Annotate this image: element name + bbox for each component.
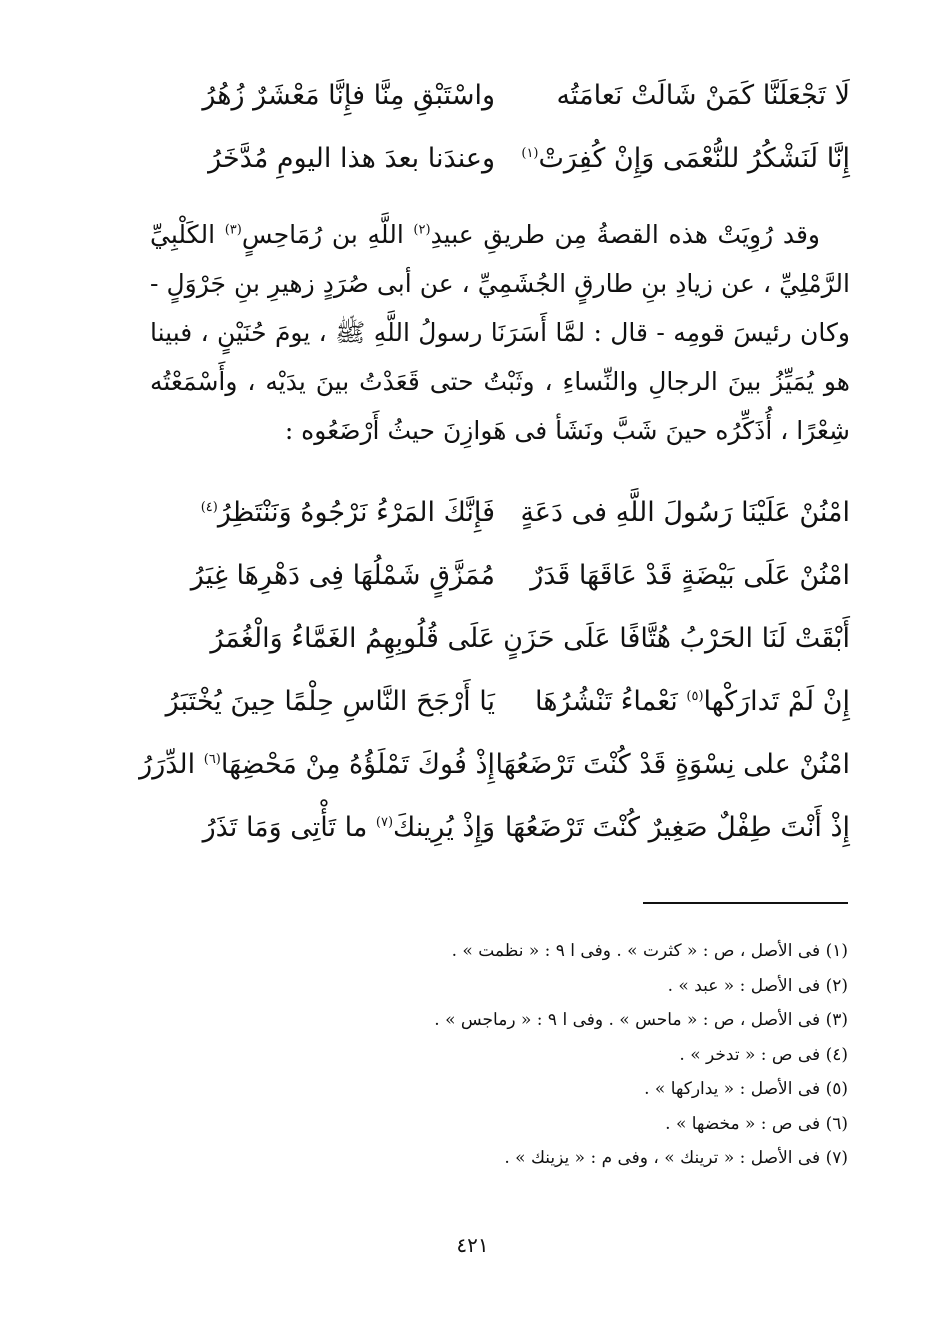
verse-first-hemistich: امْنُنْ على نِسْوَةٍ قَدْ كُنْتَ تَرْضَعُهَا: [495, 749, 850, 780]
verse-line: [150, 802, 850, 854]
page-number: ٤٢١: [456, 1233, 489, 1257]
verse-first-hemistich: لَا تَجْعَلَنَّا كَمَنْ شَالَتْ نَعامَتُه: [556, 80, 850, 111]
verse-first-hemistich: إِنَّا لَنَشْكُرُ للنُّعْمَى وَإِنْ كُفِرَتْ$^{(١)}$: [521, 143, 850, 174]
verse-line: [150, 70, 850, 122]
verse-second-hemistich: عَلَى قُلُوبِهِمُ الغَمَّاءُ وَالْغُمَرُ: [210, 623, 495, 654]
verse-line: [139, 739, 850, 791]
footnote: (٧) فى الأصل : « ترينك » ، وفى م : « يزينك » .: [504, 1148, 848, 1168]
footnote: (٦) فى ص : « مخضها » .: [665, 1113, 848, 1134]
footnote: (٢) فى الأصل : « عبد » .: [667, 975, 848, 996]
verse-line: [150, 133, 850, 185]
footnotes: [300, 934, 848, 1176]
verse-first-hemistich: امْنُنْ عَلَى بَيْضَةٍ قَدْ عَاقَهَا قَدَرٌ: [530, 560, 850, 591]
verse-line: [150, 487, 850, 539]
footnote: (٣) فى الأصل ، ص : « ماحس » . وفى ا ٩ : « رماجس » .: [434, 1010, 848, 1030]
verse-second-hemistich: واسْتَبْقِ مِنَّا فإِنَّا مَعْشَرٌ زُهُرُ: [202, 80, 495, 111]
footnote-marker: (٧): [375, 815, 394, 830]
footnote-marker: (٤): [200, 500, 218, 515]
footnote: (٤) فى ص : « تدخر » .: [679, 1044, 848, 1065]
footnote: (٥) فى الأصل : « يداركها » .: [644, 1079, 848, 1099]
verse-second-hemistich: يَا أَرْجَحَ النَّاسِ حِلْمًا حِينَ يُخْتَبَرُ: [165, 686, 495, 717]
verse-second-hemistich: إِذْ فُوكَ تَمْلَؤُهُ مِنْ مَحْضِهَا$^{(٦)}$ الدِّرَرُ: [139, 749, 495, 780]
footnote-marker: (٢): [413, 222, 431, 238]
footnote-marker: (٥): [686, 689, 704, 704]
verse-second-hemistich: فَإِنَّكَ المَرْءُ نَرْجُوهُ وَنَنْتَظِرُ$^{(٤)}$: [200, 497, 495, 528]
footnote-separator: [643, 902, 848, 904]
verse-first-hemistich: امْنُنْ عَلَيْنَا رَسُولَ اللَّهِ فى دَعَةٍ: [520, 497, 850, 528]
verse-second-hemistich: وَإِذْ يُرِينكَ$^{(٧)}$ ما تَأْتِى وَمَا تَذَرُ: [202, 812, 495, 843]
verse-first-hemistich: أَبْقَتْ لَنَا الحَرْبُ هُتَّافًا عَلَى حَزَنٍ: [503, 623, 850, 654]
verse-line: [150, 613, 850, 665]
footnote-marker: (٣): [224, 222, 242, 238]
footnote: (١) فى الأصل ، ص : « كثرت » . وفى ا ٩ : « نظمت » .: [451, 941, 848, 961]
footnote-marker: (١): [521, 146, 539, 161]
verse-second-hemistich: وعندَنا بعدَ هذا اليومِ مُدَّخَرُ: [208, 143, 495, 174]
verse-first-hemistich: إِذْ أَنْتَ طِفْلٌ صَغِيرٌ كُنْتَ تَرْضَعُهَا: [504, 812, 850, 843]
verse-second-hemistich: مُمَزَّقٍ شَمْلُهَا فِى دَهْرِهَا غِيَرُ: [190, 560, 495, 591]
verse-line: [150, 676, 850, 728]
footnote-marker: (٦): [203, 752, 221, 767]
verse-line: [150, 550, 850, 602]
verse-first-hemistich: إِنْ لَمْ تَدارَكْها$^{(٥)}$ نَعْماءُ تَنْشُرُهَا: [535, 686, 850, 717]
prose-paragraph: وقد رُوِيَتْ هذه القصةُ مِن طريقِ عبيدِ$^{(٢)}$ اللَّهِ بن رُمَاحِسٍ$^{(٣)}$ الكَلْبِيِّ الرَّمْلِيِّ ، عن زيادِ بنِ طارقٍ الجُشَمِيِّ ، عن أبى صُرَدٍ زهيرِ بنِ جَرْوَلٍ - وكان رئيسَ قومِه - قال : لمَّا أَسَرَنَا رسولُ اللَّهِ ﷺ ، يومَ حُنَيْنٍ ، فبينا هو يُمَيِّزُ بينَ الرجالِ والنِّساءِ ، وثَبْتُ حتى قَعَدْتُ بينَ يدَيْه ، وأَسْمَعْتُه شِعْرًا ، أُذَكِّرُه حينَ شَبَّ ونَشَأ فى هَوازِنَ حيثُ أَرْضَعُوه :: [150, 220, 850, 445]
